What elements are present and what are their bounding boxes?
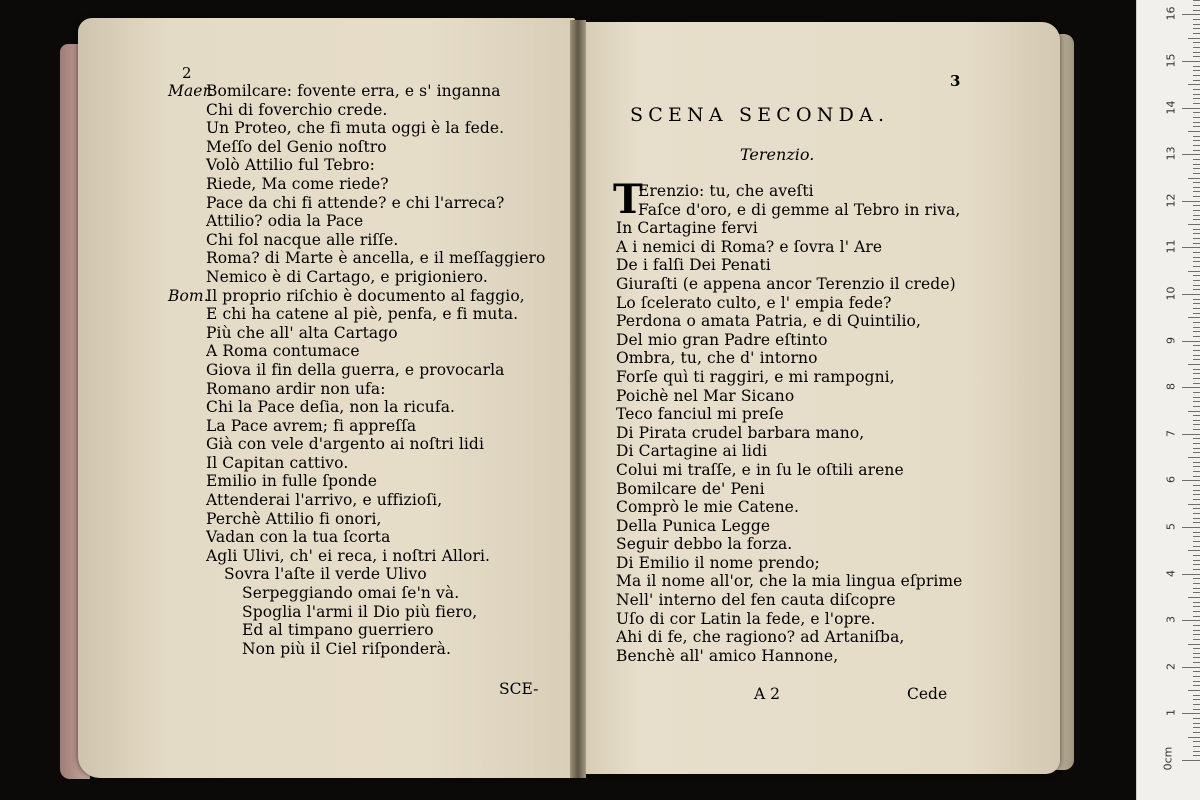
ruler-tick (1193, 490, 1200, 491)
ruler-tick (1193, 42, 1200, 43)
verse-text: Agli Ulivi, ch' ei reca, i noſtri Allori. (206, 546, 491, 565)
ruler-tick (1188, 38, 1200, 39)
ruler-tick (1193, 285, 1200, 286)
ruler-tick (1193, 671, 1200, 672)
text-line: Ahi di fe, che ragiono? ad Artaniſba, (616, 628, 905, 647)
ruler-tick (1193, 499, 1200, 500)
verse-text: Riede, Ma come riede? (206, 174, 389, 193)
drop-cap: T (613, 176, 643, 223)
ruler-tick (1193, 322, 1200, 323)
ruler-tick (1182, 574, 1200, 575)
text-line: Giuraſti (e appena ancor Terenzio il crede) (616, 274, 956, 293)
ruler-tick (1193, 164, 1200, 165)
ruler-tick (1193, 494, 1200, 495)
ruler-tick (1193, 261, 1200, 262)
ruler-tick (1182, 341, 1200, 342)
ruler-tick (1193, 443, 1200, 444)
ruler-number: 9 (1164, 336, 1178, 344)
ruler-tick (1193, 136, 1200, 137)
text-line (168, 528, 545, 547)
verse-text: La Pace avrem; fi appreſſa (206, 416, 417, 435)
ruler-tick (1193, 448, 1200, 449)
ruler-number: 11 (1164, 239, 1178, 254)
ruler-tick (1182, 108, 1200, 109)
ruler-number: 6 (1164, 476, 1178, 484)
text-line (168, 305, 545, 324)
text-line (168, 640, 545, 659)
ruler-tick (1193, 187, 1200, 188)
text-line (168, 565, 545, 584)
ruler-tick (1193, 215, 1200, 216)
ruler-tick (1182, 14, 1200, 15)
ruler-tick (1182, 61, 1200, 62)
ruler-tick (1193, 522, 1200, 523)
verse-text: Il proprio riſchio è documento al faggio, (206, 286, 525, 305)
ruler-tick (1193, 397, 1200, 398)
text-line: Forſe quì ti raggiri, e mi rampogni, (616, 367, 895, 386)
ruler-tick (1182, 480, 1200, 481)
left-catchword: SCE- (499, 680, 539, 698)
text-line (168, 547, 545, 566)
ruler-tick (1193, 681, 1200, 682)
text-line (168, 510, 545, 529)
verse-text: Romano ardir non ufa: (206, 379, 386, 398)
ruler-tick (1193, 699, 1200, 700)
verse-text: Chi di foverchio crede. (206, 100, 388, 119)
verse-text: Roma? di Marte è ancella, e il meſſaggiero (206, 249, 546, 268)
text-line (168, 324, 545, 343)
ruler-tick (1193, 541, 1200, 542)
ruler-tick (1193, 112, 1200, 113)
text-line (168, 398, 545, 417)
right-page-text (612, 176, 963, 665)
text-line (168, 361, 545, 380)
verse-text: Meſſo del Genio noſtro (206, 137, 387, 156)
ruler-tick (1193, 0, 1200, 1)
ruler-tick (1193, 145, 1200, 146)
ruler-tick (1193, 513, 1200, 514)
text-line (168, 584, 545, 603)
ruler-tick (1193, 732, 1200, 733)
ruler-tick (1193, 52, 1200, 53)
ruler-tick (1193, 536, 1200, 537)
ruler-tick (1193, 462, 1200, 463)
text-line: Ma il nome all'or, che la mia lingua eſprime (616, 572, 963, 591)
text-line: A i nemici di Roma? e ſovra l' Are (616, 237, 883, 256)
ruler-tick (1193, 219, 1200, 220)
ruler-tick (1193, 723, 1200, 724)
text-line: Di Pirata crudel barbara mano, (616, 423, 865, 442)
ruler-number: 5 (1164, 523, 1178, 530)
text-line (168, 454, 545, 473)
text-line (168, 435, 545, 454)
ruler-tick (1193, 606, 1200, 607)
ruler-number: 4 (1164, 569, 1178, 577)
ruler-tick (1188, 737, 1200, 738)
text-line: In Cartagine fervi (616, 219, 758, 238)
verse-text: Nemico è di Cartago, e prigioniero. (206, 267, 488, 286)
ruler-tick (1193, 369, 1200, 370)
ruler-tick (1193, 229, 1200, 230)
verse-text: E chi ha catene al piè, penfa, e fi muta. (206, 305, 519, 324)
ruler-tick (1193, 275, 1200, 276)
ruler-tick (1193, 47, 1200, 48)
text-line (168, 138, 545, 157)
verse-text: Attilio? odia la Pace (206, 212, 364, 231)
ruler-tick (1188, 84, 1200, 85)
ruler-tick (1193, 103, 1200, 104)
ruler-tick (1193, 210, 1200, 211)
verse-text: Volò Attilio ful Tebro: (206, 156, 375, 175)
text-line: Poichè nel Mar Sicano (616, 386, 795, 405)
text-line: Della Punica Legge (616, 516, 771, 535)
ruler-tick (1193, 583, 1200, 584)
verse-text: Il Capitan cattivo. (206, 453, 349, 472)
ruler-tick (1188, 644, 1200, 645)
ruler-tick (1193, 168, 1200, 169)
ruler-tick (1182, 201, 1200, 202)
speaker-label: Bom. (168, 286, 209, 305)
ruler-number: 14 (1164, 100, 1178, 115)
ruler-number: 12 (1164, 193, 1178, 208)
ruler-tick (1193, 243, 1200, 244)
ruler-tick (1193, 634, 1200, 635)
ruler-tick (1193, 466, 1200, 467)
ruler-tick (1193, 33, 1200, 34)
ruler-tick (1193, 695, 1200, 696)
text-line (168, 621, 545, 640)
verse-text: Emilio in fulle ſponde (206, 472, 378, 491)
ruler-tick (1193, 616, 1200, 617)
ruler-tick (1193, 378, 1200, 379)
ruler-tick (1182, 387, 1200, 388)
ruler-tick (1193, 299, 1200, 300)
ruler-tick (1193, 429, 1200, 430)
ruler-number: 3 (1164, 616, 1178, 624)
ruler-tick (1193, 257, 1200, 258)
ruler-tick (1182, 713, 1200, 714)
ruler-tick (1193, 126, 1200, 127)
text-line (168, 101, 545, 120)
ruler-tick (1193, 727, 1200, 728)
ruler-tick (1193, 741, 1200, 742)
text-line (168, 287, 545, 306)
ruler-number: 7 (1164, 429, 1178, 437)
ruler-tick (1193, 345, 1200, 346)
text-line (168, 231, 545, 250)
ruler-tick (1193, 140, 1200, 141)
ruler-tick (1193, 89, 1200, 90)
text-line: Uſo di cor Latin la fede, e l'opre. (616, 609, 876, 628)
verse-text: Giova il fin della guerra, e provocarla (206, 360, 505, 379)
ruler-tick (1193, 94, 1200, 95)
verse-text: Sovra l'aſte il verde Ulivo (224, 565, 427, 584)
ruler-tick (1193, 122, 1200, 123)
ruler-tick (1193, 80, 1200, 81)
text-line (168, 603, 545, 622)
ruler-number: 8 (1164, 383, 1178, 391)
ruler-tick (1193, 355, 1200, 356)
text-line: Seguir debbo la forza. (616, 535, 793, 554)
ruler-number: 15 (1164, 53, 1178, 68)
scene-character: Terenzio. (740, 145, 815, 164)
ruler-tick (1193, 19, 1200, 20)
ruler-tick (1182, 294, 1200, 295)
book-gutter (570, 20, 586, 778)
ruler-tick (1182, 760, 1200, 761)
ruler-tick (1193, 569, 1200, 570)
right-page-number: 3 (950, 72, 961, 90)
ruler-tick (1193, 532, 1200, 533)
text-line (168, 491, 545, 510)
ruler-tick (1193, 303, 1200, 304)
ruler-tick (1188, 457, 1200, 458)
ruler-tick (1193, 266, 1200, 267)
text-line: De i falſi Dei Penati (616, 256, 771, 275)
ruler-tick (1193, 476, 1200, 477)
ruler-tick (1193, 578, 1200, 579)
text-line: Benchè all' amico Hannone, (616, 646, 839, 665)
text-line (168, 175, 545, 194)
ruler-tick (1193, 205, 1200, 206)
ruler-tick (1193, 75, 1200, 76)
verse-text: Perchè Attilio fi onori, (206, 509, 382, 528)
ruler-number: 16 (1164, 6, 1178, 21)
ruler-tick (1193, 588, 1200, 589)
text-line: Colui mi traſſe, e in ſu le oſtili arene (616, 460, 904, 479)
verse-text: Spoglia l'armi il Dio più fiero, (242, 602, 478, 621)
ruler-tick (1193, 359, 1200, 360)
ruler-tick (1193, 98, 1200, 99)
ruler-tick (1193, 718, 1200, 719)
ruler-tick (1193, 602, 1200, 603)
ruler-tick (1193, 415, 1200, 416)
ruler-tick (1193, 70, 1200, 71)
verse-text: Non più il Ciel riſponderà. (242, 639, 452, 658)
ruler-tick (1193, 630, 1200, 631)
text-line (168, 249, 545, 268)
ruler-tick (1193, 10, 1200, 11)
text-line: Lo ſcelerato culto, e l' empia fede? (616, 293, 892, 312)
ruler-tick (1193, 518, 1200, 519)
ruler-tick (1193, 755, 1200, 756)
ruler-number: 2 (1164, 662, 1178, 670)
ruler-number: 13 (1164, 146, 1178, 161)
ruler-tick (1193, 424, 1200, 425)
ruler-tick (1193, 117, 1200, 118)
ruler-tick (1193, 406, 1200, 407)
ruler-tick (1193, 564, 1200, 565)
ruler-tick (1188, 178, 1200, 179)
text-line (168, 472, 545, 491)
text-line (168, 212, 545, 231)
scene-title: SCENA SECONDA. (630, 104, 890, 126)
ruler-tick (1193, 555, 1200, 556)
ruler-tick (1188, 597, 1200, 598)
ruler-tick (1188, 131, 1200, 132)
ruler-tick (1193, 471, 1200, 472)
ruler-tick (1193, 392, 1200, 393)
ruler-tick (1193, 350, 1200, 351)
ruler-tick (1193, 150, 1200, 151)
ruler-tick (1182, 620, 1200, 621)
verse-text: Vadan con la tua ſcorta (206, 528, 391, 547)
ruler-tick (1193, 685, 1200, 686)
speaker-label: Maer. (168, 82, 214, 100)
ruler-tick (1193, 560, 1200, 561)
text-line (168, 82, 545, 101)
verse-text: Pace da chi fi attende? e chi l'arreca? (206, 193, 505, 212)
right-catchword: Cede (907, 685, 948, 703)
ruler-tick (1193, 625, 1200, 626)
measuring-ruler (1136, 0, 1200, 800)
text-line (168, 342, 545, 361)
text-line (168, 156, 545, 175)
ruler-tick (1193, 233, 1200, 234)
ruler-number: 10 (1164, 286, 1178, 301)
text-line (168, 194, 545, 213)
ruler-tick (1193, 676, 1200, 677)
ruler-tick (1193, 751, 1200, 752)
ruler-tick (1193, 28, 1200, 29)
left-page-number: 2 (182, 64, 192, 82)
text-line: Nell' interno del fen cauta diſcopre (616, 591, 896, 610)
signature-mark: A 2 (754, 685, 780, 703)
ruler-tick (1193, 289, 1200, 290)
ruler-tick (1193, 611, 1200, 612)
ruler-tick (1182, 154, 1200, 155)
ruler-tick (1193, 592, 1200, 593)
ruler-tick (1193, 383, 1200, 384)
text-line (168, 417, 545, 436)
ruler-tick (1193, 173, 1200, 174)
ruler-tick (1193, 657, 1200, 658)
verse-text: Serpeggiando omai ſe'n và. (242, 584, 460, 603)
ruler-tick (1193, 308, 1200, 309)
text-line (168, 380, 545, 399)
ruler-tick (1193, 336, 1200, 337)
ruler-tick (1188, 411, 1200, 412)
ruler-tick (1193, 56, 1200, 57)
ruler-tick (1193, 639, 1200, 640)
ruler-tick (1193, 182, 1200, 183)
verse-text: Chi la Pace deſia, non la ricufa. (206, 398, 456, 417)
ruler-tick (1188, 504, 1200, 505)
ruler-tick (1193, 238, 1200, 239)
ruler-tick (1193, 313, 1200, 314)
ruler-tick (1193, 5, 1200, 6)
ruler-tick (1193, 24, 1200, 25)
text-line: Di Cartagine ai lidi (616, 442, 768, 461)
text-line: Comprò le mie Catene. (616, 498, 799, 517)
text-line: Del mio gran Padre eſtinto (616, 330, 828, 349)
ruler-tick (1193, 485, 1200, 486)
ruler-tick (1193, 546, 1200, 547)
verse-text: Ed al timpano guerriero (242, 621, 434, 640)
ruler-tick (1182, 527, 1200, 528)
ruler-tick (1188, 224, 1200, 225)
verse-text: Attenderai l'arrivo, e uffizioſi, (206, 491, 443, 510)
verse-text: A Roma contumace (206, 342, 360, 361)
ruler-number: 1 (1164, 709, 1178, 717)
text-line (168, 119, 545, 138)
ruler-tick (1193, 331, 1200, 332)
ruler-tick (1193, 653, 1200, 654)
ruler-tick (1193, 648, 1200, 649)
ruler-tick (1193, 709, 1200, 710)
ruler-tick (1188, 317, 1200, 318)
verse-text: Già con vele d'argento ai noſtri lidi (206, 435, 485, 454)
text-line: Bomilcare de' Peni (616, 479, 765, 498)
ruler-tick (1193, 401, 1200, 402)
ruler-tick (1193, 159, 1200, 160)
ruler-tick (1193, 66, 1200, 67)
ruler-tick (1193, 373, 1200, 374)
text-line: Di Emilio il nome prendo; (616, 553, 820, 572)
ruler-tick (1193, 252, 1200, 253)
ruler-tick (1188, 364, 1200, 365)
ruler-tick (1193, 662, 1200, 663)
ruler-tick (1188, 550, 1200, 551)
verse-text: Bomilcare: fovente erra, e s' inganna (206, 82, 501, 100)
ruler-tick (1182, 434, 1200, 435)
ruler-tick (1193, 420, 1200, 421)
ruler-tick (1193, 508, 1200, 509)
ruler-tick (1193, 438, 1200, 439)
ruler-tick (1193, 280, 1200, 281)
ruler-tick (1193, 327, 1200, 328)
ruler-tick (1193, 746, 1200, 747)
ruler-tick (1182, 247, 1200, 248)
text-line: Faſce d'oro, e di gemme al Tebro in riva, (638, 200, 961, 219)
text-line: Teco fanciul mi preſe (616, 405, 784, 424)
ruler-tick (1188, 271, 1200, 272)
ruler-tick (1193, 452, 1200, 453)
ruler-tick (1193, 704, 1200, 705)
ruler-unit-label: 0cm (1161, 746, 1175, 771)
text-line: Perdona o amata Patria, e di Quintilio, (616, 312, 922, 331)
left-page-text (168, 82, 545, 658)
verse-text: Più che all' alta Cartago (206, 323, 398, 342)
verse-text: Un Proteo, che fi muta oggi è la fede. (206, 119, 505, 138)
ruler-tick (1193, 191, 1200, 192)
ruler-tick (1193, 196, 1200, 197)
ruler-tick (1182, 667, 1200, 668)
text-line (168, 268, 545, 287)
verse-text: Chi fol nacque alle riſſe. (206, 230, 399, 249)
ruler-tick (1188, 690, 1200, 691)
text-line: Erenzio: tu, che aveſti (638, 182, 814, 200)
text-line: Ombra, tu, che d' intorno (616, 349, 818, 368)
